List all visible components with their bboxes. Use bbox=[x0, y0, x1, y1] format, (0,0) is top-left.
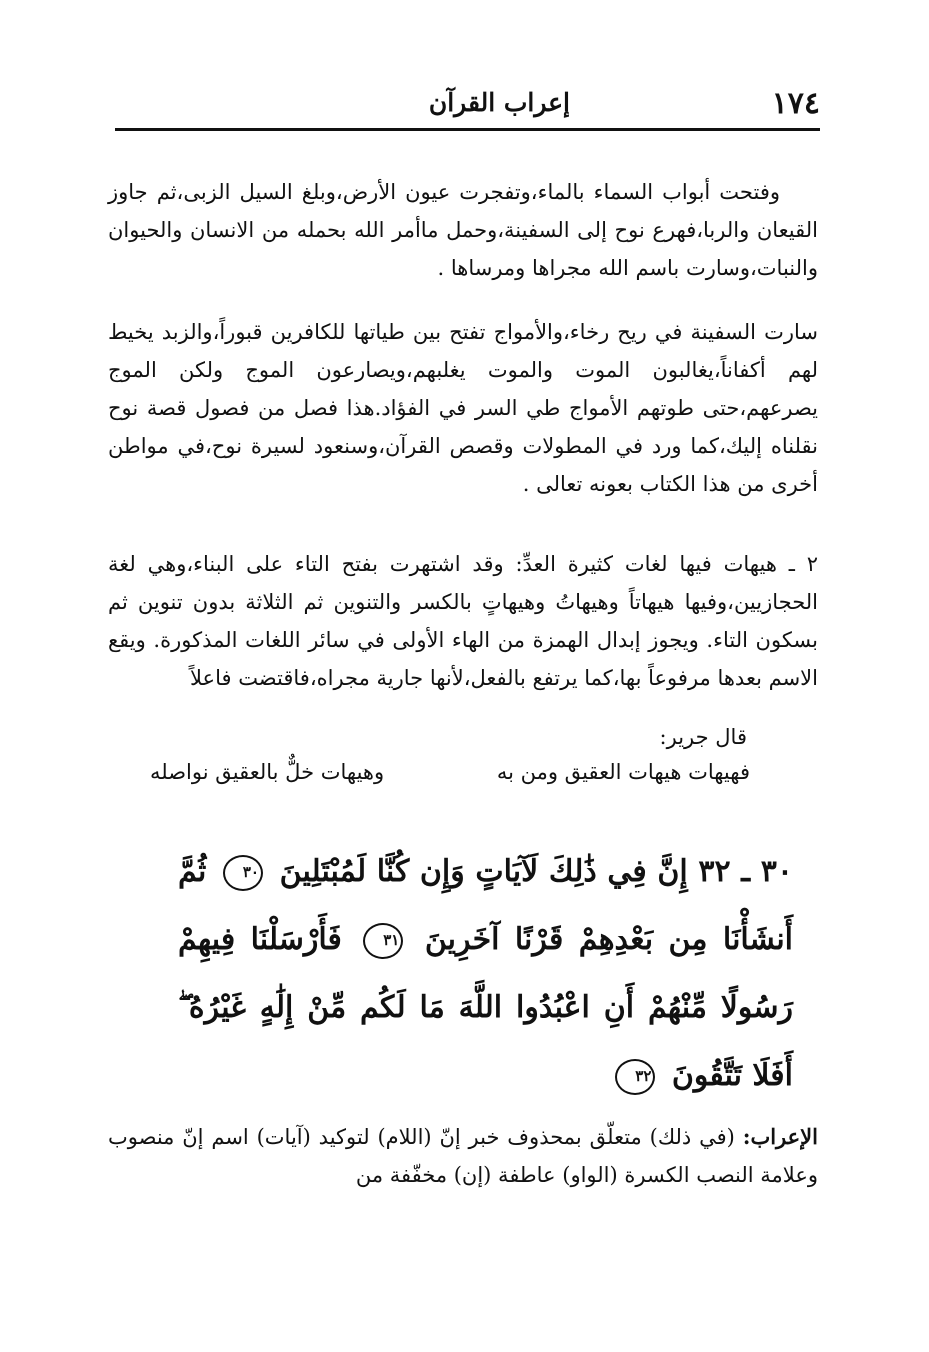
irab-term: الإعراب: bbox=[742, 1124, 818, 1149]
paragraph-haihat-note: ٢ ـ هيهات فيها لغات كثيرة العدِّ: وقد اشتهرت بفتح التاء على البناء،وهي لغة الحجازيين،وفيها هيهاتاً وهيهاتُ وهيهاتٍ بالكسر والتنوين ثم الثلاثة بدون تنوين ثم بسكون التاء. ويجوز إبدال الهمزة من الهاء الأولى في سائر اللغات المذكورة. ويقع الاسم بعدها مرفوعاً بها،كما يرتفع بالفعل،لأنها جارية مجراه،فاقتضت فاعلاً bbox=[108, 552, 818, 690]
poem-intro: قال جرير: bbox=[659, 725, 747, 749]
irab-paragraph bbox=[108, 1118, 818, 1194]
poem-verse bbox=[150, 760, 750, 800]
paragraph-ark-story: وفتحت أبواب السماء بالماء،وتفجرت عيون الأرض،وبلغ السيل الزبى،ثم جاوز القيعان والربا،فهرع نوح إلى السفينة،وحمل ماأمر الله بحمله من الانسان والحيوان والنبات،وسارت باسم الله مجراها ومرساها . bbox=[108, 180, 818, 280]
quran-verses bbox=[178, 838, 793, 1110]
ayah-32: فَأَرْسَلْنَا فِيهِمْ رَسُولًا مِّنْهُمْ أَنِ اعْبُدُوا اللَّهَ مَا لَكُم مِّنْ إِلَٰهٍ غَيْرُهُ ۖ أَفَلَا تَتَّقُونَ bbox=[178, 922, 793, 1093]
ayah-number-30: ٣٠ bbox=[223, 855, 263, 891]
ayah-31: ثُمَّ أَنشَأْنَا مِن بَعْدِهِمْ قَرْنًا آخَرِينَ bbox=[178, 854, 794, 957]
paragraph-ship-sailing: سارت السفينة في ريح رخاء،والأمواج تفتح بين طياتها للكافرين قبوراً،والزبد يخيط لهم أكفاناً،يغالبون الموت والموت يغلبهم،ويصارعون الموج ولكن الموج يصرعهم،حتى طوتهم الأمواج طي السر في الفؤاد.هذا فصل من فصول قصة نوح نقلناه إليك،كما ورد في المطولات وقصص القرآن،وسنعود لسيرة نوح،في مواطن أخرى من هذا الكتاب بعونه تعالى . bbox=[108, 320, 818, 496]
irab-text: (في ذلك) متعلّق بمحذوف خبر إنّ (اللام) لتوكيد (آيات) اسم إنّ منصوب وعلامة النصب الكسرة (الواو) عاطفة (إن) مخفّفة من bbox=[108, 1125, 818, 1187]
ayah-30: إِنَّ فِي ذَٰلِكَ لَآيَاتٍ وَإِن كُنَّا لَمُبْتَلِينَ bbox=[279, 854, 688, 889]
poem-hemistich-first: فهيهات هيهات العقيق ومن به bbox=[496, 760, 750, 784]
verse-range: ٣٠ ـ ٣٢ bbox=[698, 854, 793, 889]
ayah-number-32: ٣٢ bbox=[615, 1059, 655, 1095]
running-title: إعراب القرآن bbox=[428, 88, 570, 117]
page-number: ١٧٤ bbox=[771, 86, 820, 121]
poem-hemistich-second: وهيهات خلٌّ بالعقيق نواصله bbox=[150, 760, 385, 784]
page-header bbox=[115, 84, 820, 131]
ayah-number-31: ٣١ bbox=[363, 923, 403, 959]
